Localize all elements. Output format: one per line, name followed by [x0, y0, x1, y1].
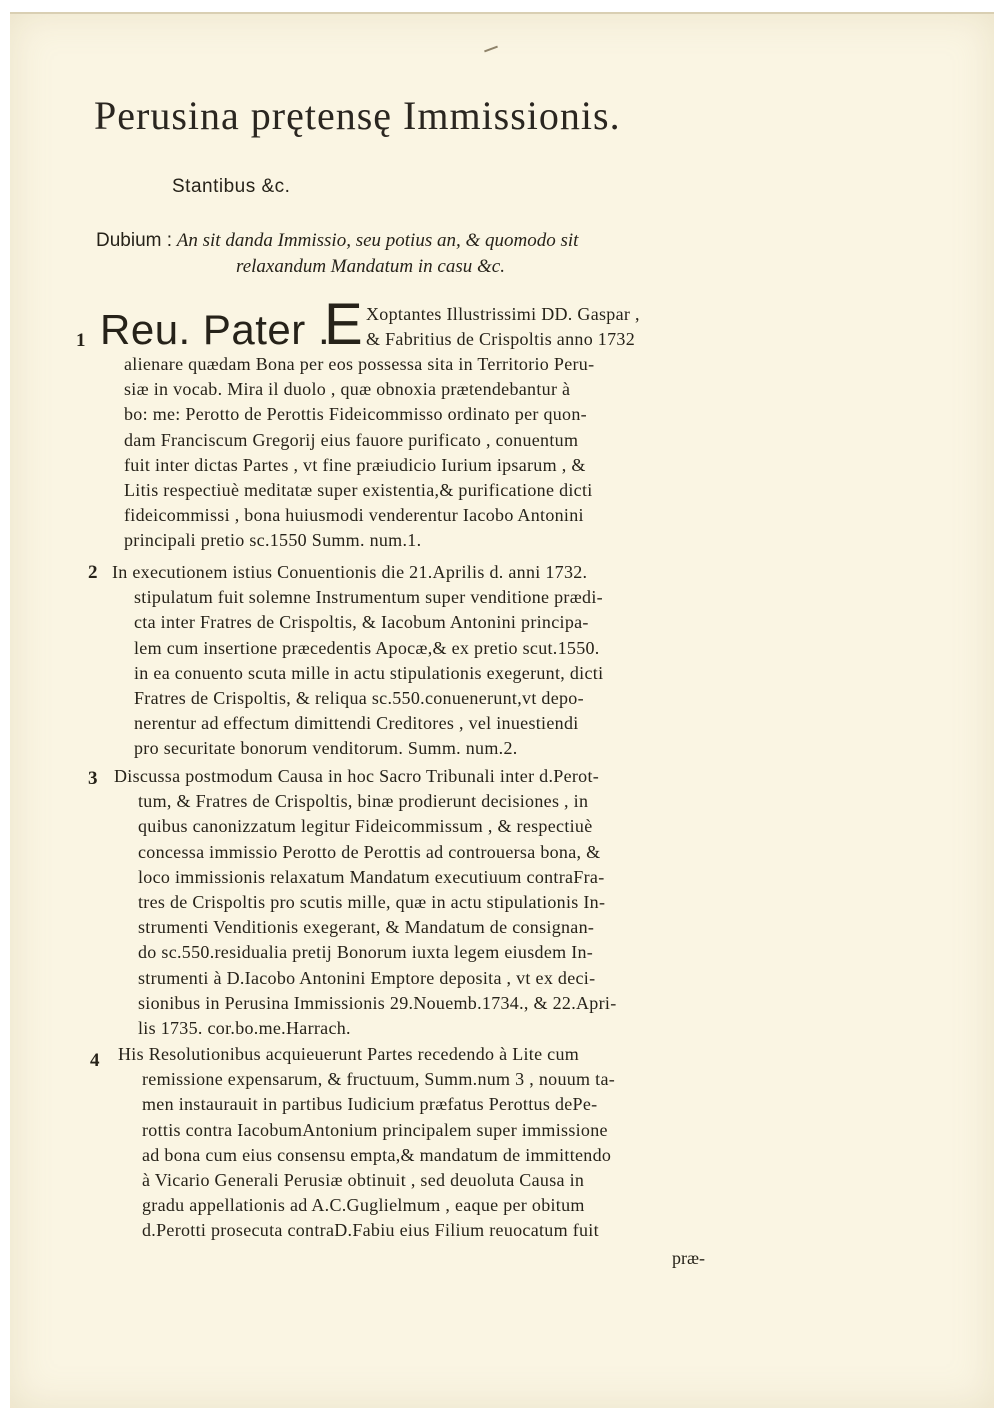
text-line: d.Perotti prosecuta contraD.Fabiu eius Filium reuocatum fuit	[142, 1220, 599, 1241]
sheet-top-edge	[10, 12, 994, 14]
dubium-line-2: relaxandum Mandatum in casu &c.	[236, 256, 505, 277]
text-line: nerentur ad effectum dimittendi Creditores , vel inuestiendi	[134, 713, 579, 734]
text-line: siæ in vocab. Mira il duolo , quæ obnoxia prætendebantur à	[124, 379, 571, 400]
paragraph-4	[118, 1042, 748, 1244]
document-title: Perusina prętensę Immissionis.	[94, 93, 621, 138]
paragraph-1-opening	[366, 302, 746, 352]
text-line: bo: me: Perotto de Perottis Fideicommisso ordinato per quon-	[124, 404, 587, 425]
text-line: Litis respectiuè meditatæ super existentia,& purificatione dicti	[124, 479, 593, 500]
text-line: in ea conuento scuta mille in actu stipulationis exegerunt, dicti	[134, 662, 604, 683]
text-line: lis 1735. cor.bo.me.Harrach.	[138, 1017, 351, 1038]
text-line: lem cum insertione præcedentis Apocæ,& ex pretio scut.1550.	[134, 637, 600, 658]
stantibus-line: Stantibus &c.	[172, 176, 291, 197]
text-line: fideicommissi , bona huiusmodi venderentur Iacobo Antonini	[124, 505, 584, 526]
text-line: dam Franciscum Gregorij eius fauore purificato , conuentum	[124, 429, 579, 450]
text-line: ad bona cum eius consensu empta,& mandatum de immittendo	[142, 1144, 612, 1165]
paragraph-1-body	[124, 352, 744, 554]
text-line: pro securitate bonorum venditorum. Summ. num.2.	[134, 738, 518, 759]
text-line: His Resolutionibus acquieuerunt Partes recedendo à Lite cum	[118, 1044, 580, 1064]
dubium-label: Dubium :	[96, 230, 173, 251]
text-line: tres de Crispoltis pro scutis mille, quæ in actu stipulationis In-	[138, 891, 606, 912]
text-line: cta inter Fratres de Crispoltis, & Iacobum Antonini principa-	[134, 612, 589, 633]
text-line: strumenti Venditionis exegerant, & Mandatum de consignan-	[138, 917, 595, 938]
text-line: rottis contra IacobumAntonium principalem super immissione	[142, 1119, 608, 1140]
text-line: tum, & Fratres de Crispoltis, binæ prodierunt decisiones , in	[138, 791, 589, 812]
paragraph-number-1: 1	[76, 330, 86, 351]
text-line: sionibus in Perusina Immissionis 29.Nouemb.1734., & 22.Apri-	[138, 992, 617, 1013]
dubium-line-1: An sit danda Immissio, seu potius an, & quomodo sit	[176, 230, 579, 251]
paragraph-2	[112, 560, 742, 762]
text-line: Discussa postmodum Causa in hoc Sacro Tribunali inter d.Perot-	[114, 766, 600, 786]
text-line: remissione expensarum, & fructuum, Summ.num 3 , nouum ta-	[142, 1069, 616, 1090]
reu-pater-heading: Reu. Pater .	[100, 306, 331, 353]
text-line: Fratres de Crispoltis, & reliqua sc.550.conuenerunt,vt depo-	[134, 687, 584, 708]
text-line: do sc.550.residualia pretij Bonorum iuxta legem eiusdem In-	[138, 942, 594, 963]
text-line: stipulatum fuit solemne Instrumentum super venditione prædi-	[134, 587, 603, 608]
text-line: Xoptantes Illustrissimi DD. Gaspar ,	[366, 304, 640, 324]
dubium-question	[96, 228, 736, 280]
paragraph-3	[114, 764, 754, 1041]
text-line: gradu appellationis ad A.C.Guglielmum , eaque per obitum	[142, 1195, 585, 1216]
paragraph-number-4: 4	[90, 1050, 100, 1071]
text-line: In executionem istius Conuentionis die 21.Aprilis d. anni 1732.	[112, 562, 588, 582]
text-line: concessa immissio Perotto de Perottis ad controuersa bona, &	[138, 841, 601, 862]
text-line: men instaurauit in partibus Iudicium præfatus Perottus dePe-	[142, 1094, 598, 1115]
drop-cap-letter: E	[324, 292, 363, 357]
text-line: alienare quædam Bona per eos possessa sita in Territorio Peru-	[124, 354, 595, 374]
text-line: principali pretio sc.1550 Summ. num.1.	[124, 530, 422, 551]
paragraph-number-3: 3	[88, 768, 98, 789]
text-line: strumenti à D.Iacobo Antonini Emptore deposita , vt ex deci-	[138, 967, 596, 988]
catchword: præ-	[672, 1248, 705, 1268]
text-line: loco immissionis relaxatum Mandatum executiuum contraFra-	[138, 866, 605, 887]
text-line: quibus canonizzatum legitur Fideicommissum , & respectiuè	[138, 816, 593, 837]
paragraph-number-2: 2	[88, 562, 98, 583]
text-line: & Fabritius de Crispoltis anno 1732	[366, 329, 635, 350]
text-line: à Vicario Generali Perusiæ obtinuit , sed deuoluta Causa in	[142, 1169, 585, 1190]
text-line: fuit inter dictas Partes , vt fine præiudicio Iurium ipsarum , &	[124, 454, 586, 475]
